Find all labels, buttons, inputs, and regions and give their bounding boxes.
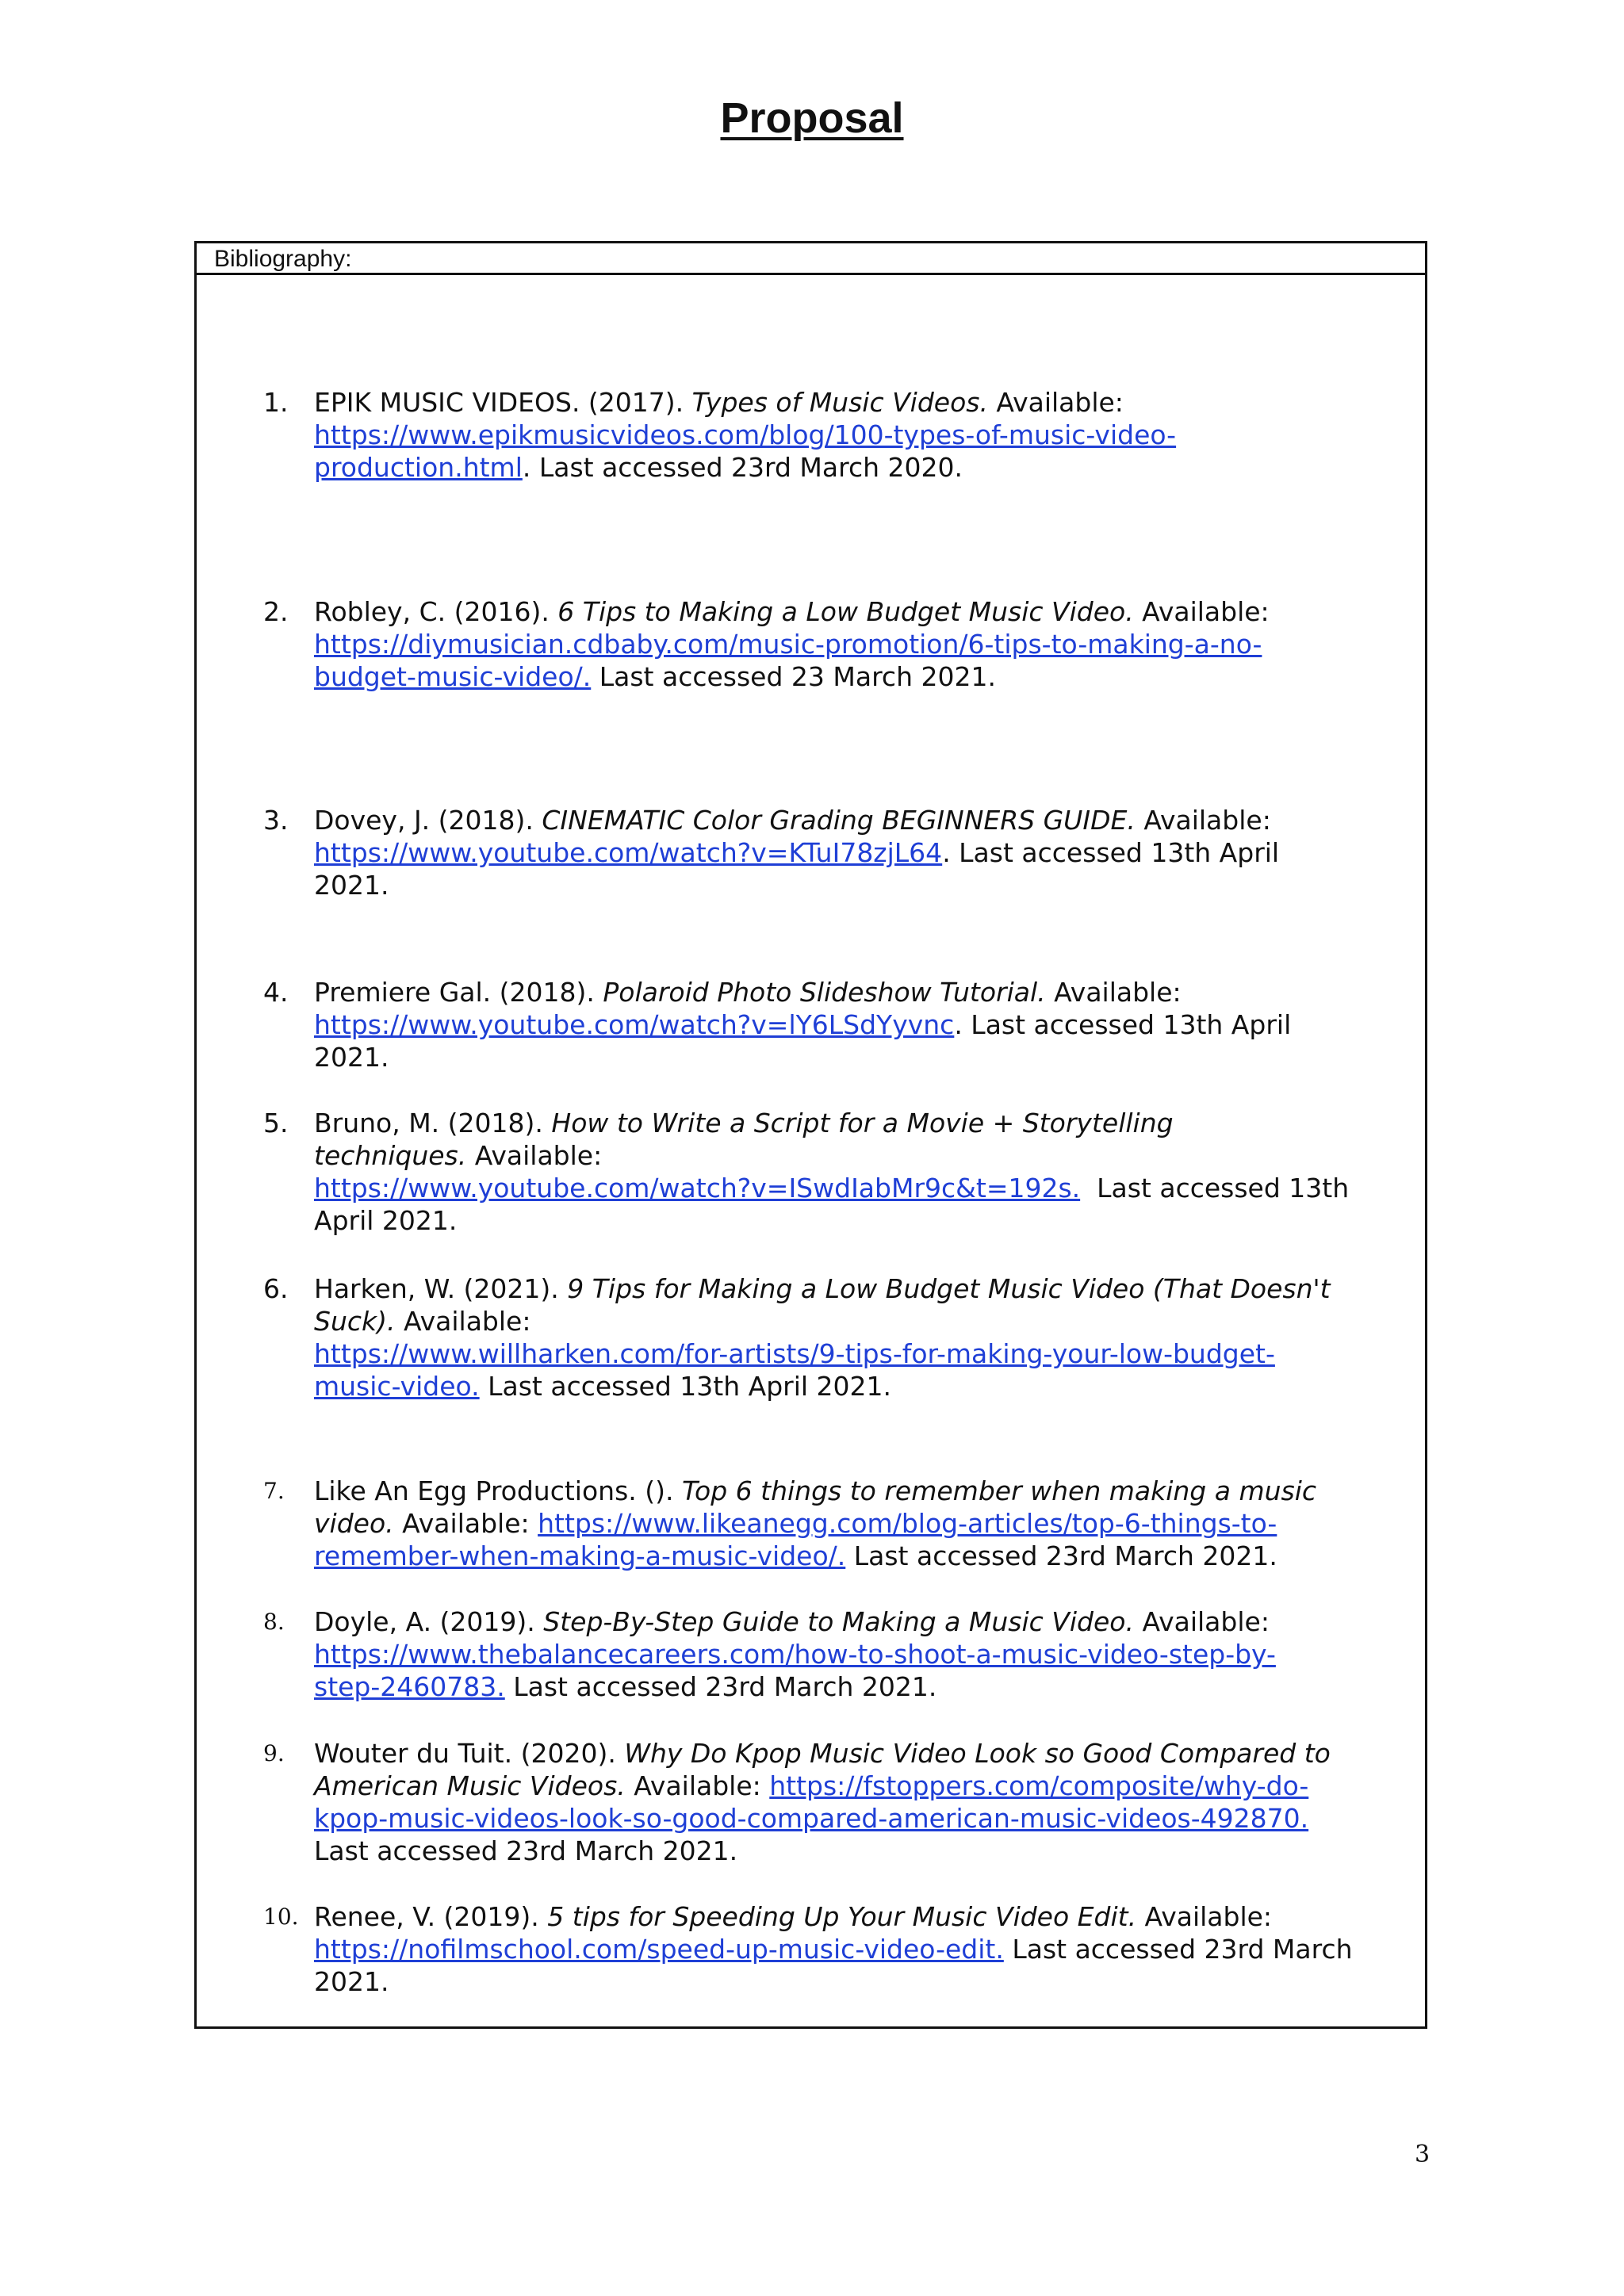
entry-author: Harken, W. (2021). xyxy=(314,1273,568,1304)
entry-number: 5. xyxy=(263,1108,289,1138)
entry-author: Bruno, M. (2018). xyxy=(314,1108,552,1138)
entry-accessed: Last accessed 23 March 2021. xyxy=(591,661,996,692)
entry-body xyxy=(314,1605,1416,1703)
entry-author: EPIK MUSIC VIDEOS. (2017). xyxy=(314,387,692,418)
entry-available: Available: xyxy=(625,1770,770,1801)
entry-accessed: . Last accessed 13th April xyxy=(942,837,1280,868)
entry-link-continued[interactable]: remember-when-making-a-music-video/. xyxy=(314,1540,846,1571)
entry-link[interactable]: https://www.youtube.com/watch?v=lY6LSdYyvnc xyxy=(314,1009,955,1040)
entry-author: Robley, C. (2016). xyxy=(314,596,558,627)
entry-link-continued[interactable]: production.html xyxy=(314,452,523,483)
entry-title-continued: techniques. xyxy=(314,1140,467,1171)
entry-number: 4. xyxy=(263,977,289,1008)
entry-link[interactable]: https://www.likeanegg.com/blog-articles/top-6-things-to- xyxy=(538,1508,1277,1539)
entry-body xyxy=(314,1272,1416,1402)
entry-link[interactable]: https://www.youtube.com/watch?v=ISwdIabMr9c&t=192s. xyxy=(314,1173,1081,1203)
entry-author: Like An Egg Productions. (). xyxy=(314,1475,682,1506)
entry-body xyxy=(314,1107,1416,1237)
entry-body xyxy=(314,1900,1416,1998)
bibliography-box xyxy=(194,241,1427,2029)
entry-body xyxy=(314,804,1416,901)
entry-available: Available: xyxy=(987,387,1124,418)
entry-title: Polaroid Photo Slideshow Tutorial. xyxy=(603,977,1046,1008)
entry-link-continued[interactable]: kpop-music-videos-look-so-good-compared-american-music-videos-492870. xyxy=(314,1803,1309,1834)
entry-title-continued: Suck). xyxy=(314,1306,396,1337)
entry-author: Wouter du Tuit. (2020). xyxy=(314,1738,625,1769)
entry-title: 9 Tips for Making a Low Budget Music Video (That Doesn't xyxy=(567,1273,1331,1304)
entry-accessed-continued: 2021. xyxy=(314,1042,389,1073)
entry-title: Types of Music Videos. xyxy=(691,387,988,418)
entry-accessed: Last accessed 23rd March 2021. xyxy=(845,1540,1277,1571)
entry-accessed: . Last accessed 23rd March 2020. xyxy=(522,452,963,483)
entry-author: Dovey, J. (2018). xyxy=(314,805,542,836)
entry-accessed-continued: 2021. xyxy=(314,870,389,901)
entry-body xyxy=(314,595,1416,693)
entry-title: How to Write a Script for a Movie + Storytelling xyxy=(551,1108,1174,1138)
entry-accessed: Last accessed 23rd March xyxy=(1003,1934,1353,1965)
entry-link-continued[interactable]: music-video. xyxy=(314,1371,480,1402)
entry-available: Available: xyxy=(1136,1901,1273,1932)
entry-body xyxy=(314,386,1416,484)
entry-accessed: Last accessed 23rd March 2021. xyxy=(314,1835,738,1866)
entry-link[interactable]: https://www.epikmusicvideos.com/blog/100-types-of-music-video- xyxy=(314,419,1177,450)
entry-available: Available: xyxy=(1133,596,1270,627)
entry-number: 9. xyxy=(263,1740,285,1766)
page-title: Proposal xyxy=(720,94,904,142)
entry-title: 5 tips for Speeding Up Your Music Video Edit. xyxy=(547,1901,1137,1932)
entry-body xyxy=(314,976,1416,1073)
entry-accessed: . Last accessed 13th April xyxy=(954,1009,1292,1040)
entry-number: 2. xyxy=(263,596,289,627)
entry-author: Doyle, A. (2019). xyxy=(314,1606,544,1637)
entry-number: 6. xyxy=(263,1273,289,1304)
entry-available: Available: xyxy=(393,1508,538,1539)
entry-link[interactable]: https://www.thebalancecareers.com/how-to-shoot-a-music-video-step-by- xyxy=(314,1639,1276,1670)
entry-link-continued[interactable]: step-2460783. xyxy=(314,1671,505,1702)
entry-body xyxy=(314,1475,1416,1572)
entry-available: Available: xyxy=(1135,805,1271,836)
entry-available: Available: xyxy=(395,1306,531,1337)
entry-accessed: Last accessed 13th xyxy=(1080,1173,1350,1203)
entry-title: CINEMATIC Color Grading BEGINNERS GUIDE. xyxy=(542,805,1136,836)
entry-available: Available: xyxy=(1045,977,1182,1008)
entry-link[interactable]: https://nofilmschool.com/speed-up-music-video-edit. xyxy=(314,1934,1004,1965)
entry-available: Available: xyxy=(466,1140,603,1171)
bibliography-label: Bibliography: xyxy=(197,243,1425,275)
entry-link[interactable]: https://www.willharken.com/for-artists/9-tips-for-making-your-low-budget- xyxy=(314,1338,1275,1369)
page-number: 3 xyxy=(1415,2141,1431,2168)
entry-link-continued[interactable]: budget-music-video/. xyxy=(314,661,592,692)
entry-title: 6 Tips to Making a Low Budget Music Video. xyxy=(557,596,1134,627)
entry-title: Top 6 things to remember when making a music xyxy=(681,1475,1317,1506)
entry-number: 3. xyxy=(263,805,289,836)
entry-accessed-continued: 2021. xyxy=(314,1966,389,1997)
entry-author: Premiere Gal. (2018). xyxy=(314,977,603,1008)
entry-number: 10. xyxy=(263,1904,299,1930)
entry-title-continued: American Music Videos. xyxy=(314,1770,626,1801)
entry-link[interactable]: https://www.youtube.com/watch?v=KTuI78zjL64 xyxy=(314,837,943,868)
entry-link[interactable]: https://diymusician.cdbaby.com/music-promotion/6-tips-to-making-a-no- xyxy=(314,629,1262,660)
entry-title-continued: video. xyxy=(314,1508,394,1539)
entry-number: 8. xyxy=(263,1609,285,1635)
entry-accessed-continued: April 2021. xyxy=(314,1205,458,1236)
entry-number: 1. xyxy=(263,387,289,418)
entry-accessed: Last accessed 13th April 2021. xyxy=(479,1371,892,1402)
entry-link[interactable]: https://fstoppers.com/composite/why-do- xyxy=(769,1770,1309,1801)
entry-available: Available: xyxy=(1133,1606,1270,1637)
entry-title: Why Do Kpop Music Video Look so Good Compared to xyxy=(624,1738,1331,1769)
entry-accessed: Last accessed 23rd March 2021. xyxy=(504,1671,937,1702)
entry-author: Renee, V. (2019). xyxy=(314,1901,548,1932)
entry-body xyxy=(314,1737,1416,1867)
entry-number: 7. xyxy=(263,1478,285,1504)
entry-title: Step-By-Step Guide to Making a Music Video. xyxy=(543,1606,1134,1637)
